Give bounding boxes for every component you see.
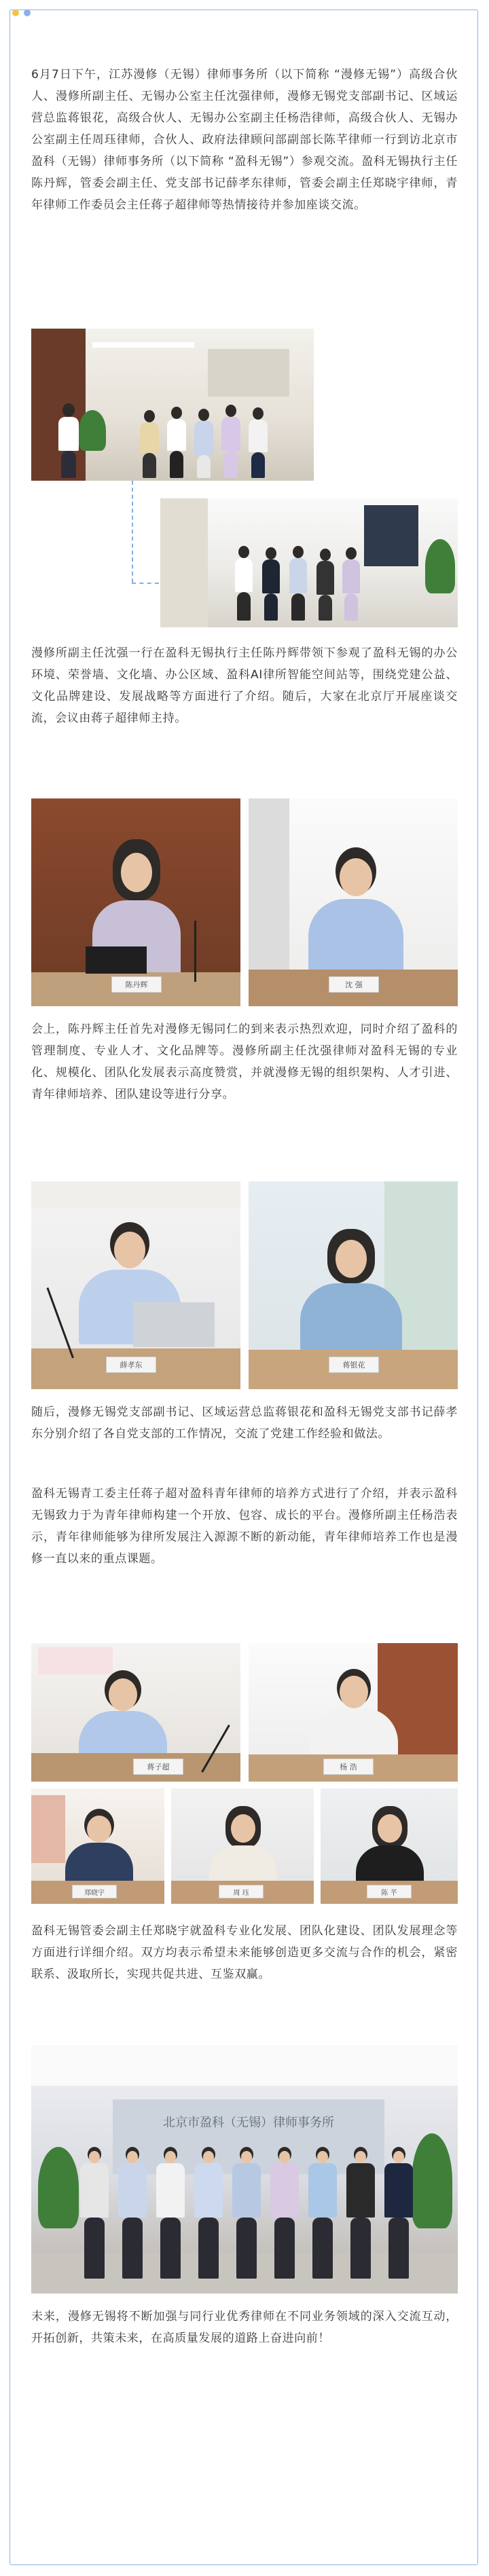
development-paragraph: 盈科无锡管委会副主任郑晓宇就盈科专业化发展、团队化建设、团队发展理念等方面进行详细介绍。双方均表示希望未来能够创造更多交流与合作的机会，紧密联系、汲取所长，实现共促共进、互鉴双赢。 xyxy=(31,1924,458,1981)
tour-paragraph: 漫修所副主任沈强一行在盈科无锡执行主任陈丹辉带领下参观了盈科无锡的办公环境、荣誉墙、文化墙、办公区域、盈科AI律所智能空间站等，围绕党建公益、文化品牌建设、发展战略等方面进行了介绍。随后，大家在北京厅开展座谈交流，会议由蒋子超律师主持。 xyxy=(31,646,458,725)
nameplate: 郑晓宇 xyxy=(72,1885,117,1898)
group-member xyxy=(384,2147,413,2283)
group-member xyxy=(232,2147,261,2283)
dashed-connector xyxy=(132,583,159,584)
speaker-photo-zheng xyxy=(31,1788,164,1904)
intro-paragraph: 6月7日下午，江苏漫修（无锡）律师事务所（以下简称 “漫修无锡”）高级合伙人、漫修所副主任、无锡办公室主任沈强律师，漫修无锡党支部副书记、区域运营总监蒋银花，高级合伙人、无锡办公室副主任杨浩律师，高级合伙人、无锡办公室副主任周珏律师，合伙人、政府法律顾问部副部长陈芊律师一行到访北京市盈科（无锡）律师事务所（以下简称 “盈科无锡”）参观交流。盈科无锡执行主任陈丹辉，管委会副主任、党支部书记薛孝东律师，管委会副主任郑晓宇律师，青年律师工作委员会主任蒋子超律师等热情接待并参加座谈交流。 xyxy=(31,68,458,212)
speaker-photo-xue xyxy=(31,1181,240,1389)
group-member xyxy=(346,2147,375,2283)
group-member xyxy=(308,2147,337,2283)
group-member xyxy=(270,2147,299,2283)
group-photo xyxy=(31,2045,458,2294)
nameplate: 薛孝东 xyxy=(106,1357,156,1373)
nameplate: 周 珏 xyxy=(219,1885,264,1898)
speaker-photo-chen-qian xyxy=(321,1788,458,1904)
group-member xyxy=(118,2147,147,2283)
nameplate: 蒋子超 xyxy=(133,1759,183,1775)
nameplate: 蒋银花 xyxy=(329,1357,379,1373)
tour-photo-lobby xyxy=(31,329,314,481)
group-member xyxy=(194,2147,223,2283)
nameplate: 陈丹辉 xyxy=(111,976,162,993)
speaker-photo-zhou xyxy=(171,1788,314,1904)
tour-photo-hall xyxy=(160,498,458,627)
nameplate: 杨 浩 xyxy=(323,1759,374,1775)
party-paragraph: 随后，漫修无锡党支部副书记、区域运营总监蒋银花和盈科无锡党支部书记薛孝东分别介绍了各自党支部的工作情况，交流了党建工作经验和做法。 xyxy=(31,1405,458,1441)
group-member xyxy=(80,2147,109,2283)
meeting-paragraph: 会上，陈丹辉主任首先对漫修无锡同仁的到来表示热烈欢迎，同时介绍了盈科的管理制度、专业人才、文化品牌等。漫修所副主任沈强律师对盈科无锡的专业化、规模化、团队化发展表示高度赞赏，并就漫修无锡的组织架构、人才引进、青年律师培养、团队建设等进行分享。 xyxy=(31,1023,458,1101)
speaker-photo-shen xyxy=(249,798,458,1006)
youth-paragraph: 盈科无锡青工委主任蒋子超对盈科青年律师的培养方式进行了介绍，并表示盈科无锡致力于为青年律师构建一个开放、包容、成长的平台。漫修所副主任杨浩表示，青年律师能够为律所发展注入源源不断的新动能，青年律师培养工作也是漫修一直以来的重点课题。 xyxy=(31,1487,458,1566)
corner-dots xyxy=(12,10,31,16)
speaker-photo-yang xyxy=(249,1643,458,1782)
banner-text: 北京市盈科（无锡）律师事务所 xyxy=(163,2116,334,2130)
speaker-photo-jiang-zichao xyxy=(31,1643,240,1782)
speaker-photo-chen xyxy=(31,798,240,1006)
nameplate: 陈 芊 xyxy=(367,1885,412,1898)
yellow-dot xyxy=(12,10,19,16)
nameplate: 沈 强 xyxy=(329,976,379,993)
blue-dot xyxy=(24,10,31,16)
dashed-connector xyxy=(132,481,133,583)
group-member xyxy=(156,2147,185,2283)
closing-paragraph: 未来，漫修无锡将不断加强与同行业优秀律师在不同业务领域的深入交流互动，开拓创新，共策未来，在高质量发展的道路上奋进向前！ xyxy=(31,2310,458,2345)
speaker-photo-jiang xyxy=(249,1181,458,1389)
